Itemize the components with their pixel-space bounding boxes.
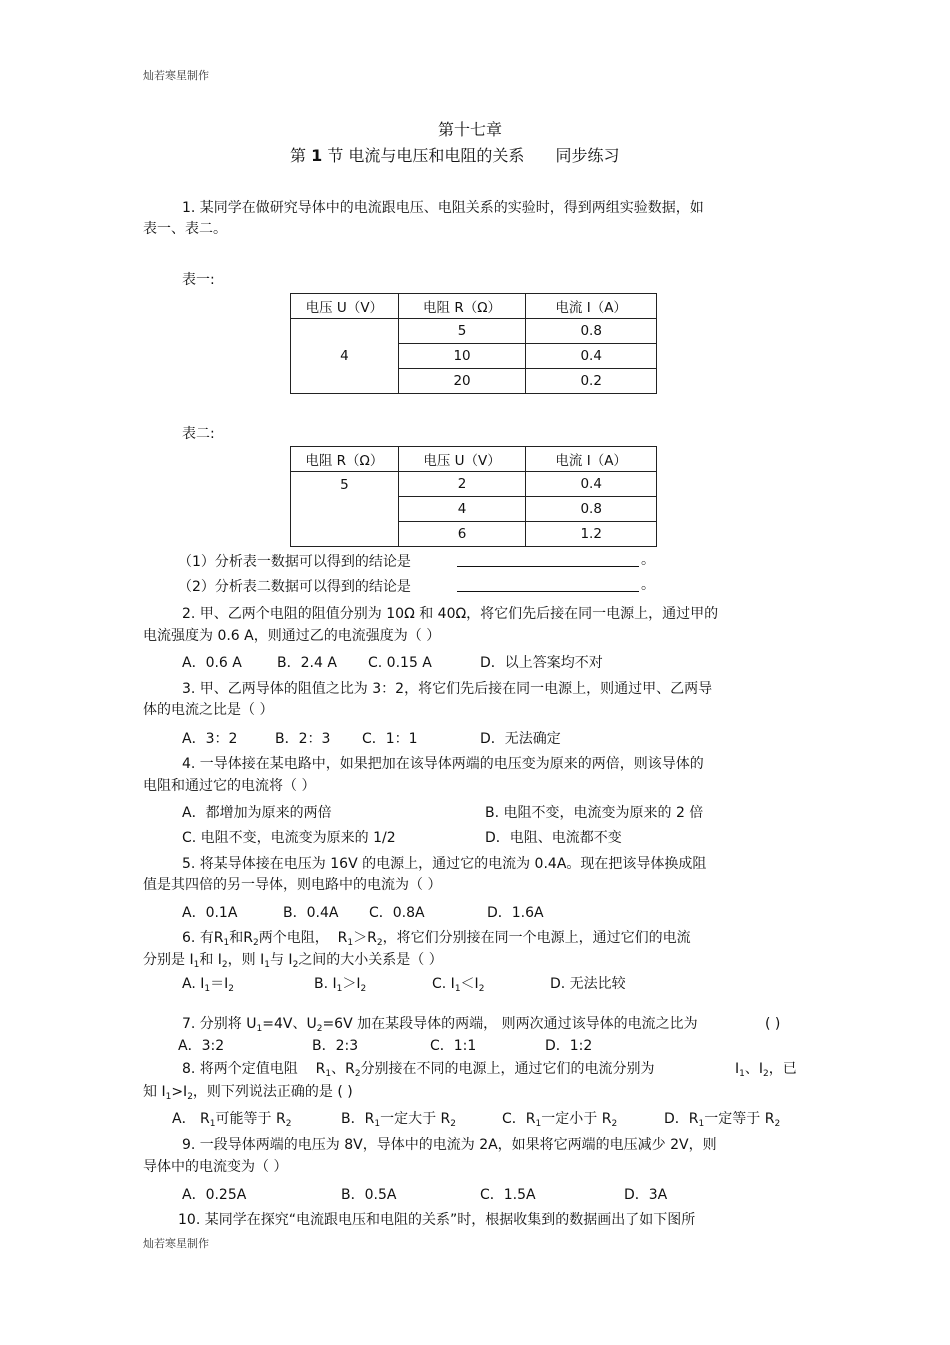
q6-opt-text: A. I xyxy=(182,976,205,992)
table-header-cell: 电阻 R（Ω） xyxy=(398,294,526,319)
q6-line1 xyxy=(182,930,691,948)
table-header-cell: 电流 I（A） xyxy=(526,294,657,319)
q9-option-a[interactable]: A．0.25A xyxy=(182,1187,247,1203)
q7-option-b[interactable]: B．2:3 xyxy=(312,1038,359,1054)
q6-l2b: 和 I xyxy=(199,952,222,968)
q8-opt: D．R xyxy=(664,1111,699,1127)
section-title xyxy=(290,148,620,164)
q7-u1v: =4V、U xyxy=(262,1016,317,1032)
q9-line2: 导体中的电流变为（ ） xyxy=(143,1159,288,1175)
q8-option-c[interactable] xyxy=(502,1111,618,1129)
q7-sub: 1 xyxy=(256,1024,263,1034)
table-cell: 2 xyxy=(398,472,526,497)
q5-line1: 5. 将某导体接在电压为 16V 的电源上，通过它的电流为 0.4A。现在把该导体换成阻 xyxy=(182,856,707,872)
q6-sub: 2 xyxy=(228,984,234,994)
q1-line1: 1. 某同学在做研究导体中的电流跟电压、电阻关系的实验时，得到两组实验数据，如 xyxy=(182,200,704,216)
q7-a: 7. 分别将 xyxy=(182,1016,242,1032)
q3-option-c[interactable]: C．1：1 xyxy=(362,731,418,747)
q2-option-a[interactable]: A．0.6 A xyxy=(182,655,242,671)
q9-line1: 9. 一段导体两端的电压为 8V，导体中的电流为 2A，如果将它两端的电压减少 2V，则 xyxy=(182,1137,717,1153)
q6-opt-text: C. I xyxy=(432,976,455,992)
q8-option-b[interactable] xyxy=(341,1111,456,1129)
q6-sub: 2 xyxy=(360,984,367,994)
table-cell: 1.2 xyxy=(526,522,657,547)
q4-line2: 电阻和通过它的电流将（ ） xyxy=(143,778,316,794)
q8-option-d[interactable] xyxy=(664,1111,781,1129)
q8-t: 8. 将两个定值电阻 xyxy=(182,1061,298,1077)
q8-sub: 1 xyxy=(698,1119,705,1129)
q8-sub: 2 xyxy=(450,1119,456,1129)
q8-sub: 1 xyxy=(739,1069,745,1079)
q8-opt: 一定小于 R xyxy=(541,1111,612,1127)
q8-t: I xyxy=(735,1061,740,1077)
q2-option-c[interactable]: C. 0.15 A xyxy=(368,655,432,671)
q7-bracket: ( ) xyxy=(765,1016,781,1032)
table1-label: 表一: xyxy=(182,272,215,288)
q3-option-d[interactable]: D．无法确定 xyxy=(480,731,561,747)
q8-t: 、R xyxy=(331,1061,355,1077)
q7-sub: 2 xyxy=(316,1024,323,1034)
table-cell: 4 xyxy=(398,497,526,522)
table2-label: 表二: xyxy=(182,426,215,442)
q6-sub: 1 xyxy=(204,984,211,994)
q6-option-a[interactable] xyxy=(182,976,234,994)
q6-sub: 2 xyxy=(292,960,299,970)
q6-sub: 1 xyxy=(336,984,343,994)
q4-option-b[interactable]: B. 电阻不变，电流变为原来的 2 倍 xyxy=(485,805,704,821)
table-cell: 0.8 xyxy=(526,497,657,522)
q6-sub: 2 xyxy=(478,984,485,994)
q5-line2: 值是其四倍的另一导体，则电路中的电流为（ ） xyxy=(143,877,442,893)
table-cell: 5 xyxy=(398,319,526,344)
q6-sub: 1 xyxy=(347,938,354,948)
q6-sub: 2 xyxy=(253,938,259,948)
q6-option-c[interactable] xyxy=(432,976,485,994)
q6-line2 xyxy=(143,952,443,970)
q8-sub: 1 xyxy=(325,1069,332,1079)
q8-option-a[interactable] xyxy=(172,1111,292,1129)
q2-option-b[interactable]: B．2.4 A xyxy=(277,655,337,671)
q2-line1: 2. 甲、乙两个电阻的阻值分别为 10Ω 和 40Ω，将它们先后接在同一电源上，通过甲的 xyxy=(182,606,719,622)
q5-option-d[interactable]: D．1.6A xyxy=(487,905,544,921)
q9-option-d[interactable]: D．3A xyxy=(624,1187,668,1203)
q6-l2e: 之间的大小关系是（ ） xyxy=(298,952,443,968)
table-header-cell: 电流 I（A） xyxy=(526,447,657,472)
section-rest: 节 电流与电压和电阻的关系 xyxy=(327,146,525,165)
q6-opt-text: ＜I xyxy=(460,976,479,992)
q1-sub1-end: 。 xyxy=(641,552,655,568)
q3-option-a[interactable]: A．3：2 xyxy=(182,731,238,747)
q4-option-c[interactable]: C. 电阻不变，电流变为原来的 1/2 xyxy=(182,830,396,846)
q8-line1-tail xyxy=(735,1061,797,1079)
q3-line2: 体的电流之比是（ ） xyxy=(143,702,274,718)
q8-opt: 一定大于 R xyxy=(380,1111,451,1127)
q6-option-d[interactable]: D. 无法比较 xyxy=(550,976,626,992)
q7-option-d[interactable]: D．1:2 xyxy=(545,1038,593,1054)
q8-t: 分别接在不同的电源上，通过它们的电流分别为 xyxy=(360,1061,655,1077)
q8-t: >I xyxy=(171,1084,188,1100)
table-cell: 0.2 xyxy=(526,369,657,394)
table-row xyxy=(291,294,657,319)
q6-sub: 1 xyxy=(454,984,461,994)
q5-option-c[interactable]: C．0.8A xyxy=(369,905,425,921)
q8-sub: 2 xyxy=(354,1069,361,1079)
q7-option-c[interactable]: C．1:1 xyxy=(430,1038,477,1054)
q8-sub: 2 xyxy=(763,1069,769,1079)
q8-t: ，已 xyxy=(768,1061,797,1077)
q2-option-d[interactable]: D．以上答案均不对 xyxy=(480,655,603,671)
q10-line1: 10. 某同学在探究“电流跟电压和电阻的关系”时，根据收集到的数据画出了如下图所 xyxy=(178,1212,696,1228)
footer-label: 灿若寒星制作 xyxy=(143,1237,209,1250)
q7-u2v: =6V 加在某段导体的两端， 则两次通过该导体的电流之比为 xyxy=(322,1016,698,1032)
q6-t1: 有R xyxy=(199,930,224,946)
q1-line2: 表一、表二。 xyxy=(143,221,227,237)
table1 xyxy=(290,293,657,394)
q6-l2a: 分别是 I xyxy=(143,952,194,968)
header-label: 灿若寒星制作 xyxy=(143,69,209,82)
q8-opt: 一定等于 R xyxy=(704,1111,775,1127)
q6-sub: 1 xyxy=(193,960,200,970)
table-cell: 6 xyxy=(398,522,526,547)
q1-sub2-blank[interactable] xyxy=(457,578,655,592)
table-cell: 20 xyxy=(398,369,526,394)
q6-sub: 2 xyxy=(221,960,228,970)
table-cell: 5 xyxy=(291,472,399,547)
q8-opt: C．R xyxy=(502,1111,536,1127)
q6-option-b[interactable] xyxy=(314,976,367,994)
table-row xyxy=(291,472,657,497)
section-suffix: 同步练习 xyxy=(555,146,620,165)
table-cell: 4 xyxy=(291,319,399,394)
q3-line1: 3. 甲、乙两导体的阻值之比为 3：2，将它们先后接在同一电源上，则通过甲、乙两导 xyxy=(182,681,713,697)
table-cell: 10 xyxy=(398,344,526,369)
q1-sub1: （1）分析表一数据可以得到的结论是 xyxy=(178,554,411,570)
q6-sub: 1 xyxy=(223,938,230,948)
chapter-title: 第十七章 xyxy=(438,120,503,139)
q8-sub: 2 xyxy=(187,1092,193,1102)
q7-line1 xyxy=(182,1016,698,1034)
q6-l2c: ，则 I xyxy=(227,952,265,968)
q6-sub: 2 xyxy=(376,938,383,948)
q6-num: 6. xyxy=(182,930,196,946)
q4-option-d[interactable]: D．电阻、电流都不变 xyxy=(485,830,622,846)
q8-opt: B．R xyxy=(341,1111,375,1127)
q8-sub: 1 xyxy=(165,1092,172,1102)
q6-opt-text: ＞I xyxy=(342,976,361,992)
q6-t2: 和R xyxy=(229,930,254,946)
q8-t: 、I xyxy=(744,1061,764,1077)
q8-line1 xyxy=(182,1061,655,1079)
q2-line2: 电流强度为 0.6 A，则通过乙的电流强度为（ ） xyxy=(143,628,441,644)
q8-opt: 可能等于 R xyxy=(215,1111,286,1127)
q9-option-c[interactable]: C．1.5A xyxy=(480,1187,536,1203)
q6-opt-text: B. I xyxy=(314,976,337,992)
section-number: 1 xyxy=(311,146,323,165)
q7-option-a[interactable]: A．3:2 xyxy=(178,1038,225,1054)
q6-t4: R xyxy=(337,930,348,946)
q8-sub: 2 xyxy=(774,1119,781,1129)
table-header-cell: 电压 U（V） xyxy=(398,447,526,472)
q8-t: ，则下列说法正确的是 ( ) xyxy=(192,1084,353,1100)
section-prefix: 第 xyxy=(290,146,307,165)
q8-sub: 1 xyxy=(209,1119,216,1129)
q7-u1: U xyxy=(246,1016,257,1032)
q8-opt: A． R xyxy=(172,1111,210,1127)
q3-option-b[interactable]: B．2：3 xyxy=(275,731,331,747)
q8-line2 xyxy=(143,1084,353,1102)
q4-line1: 4. 一导体接在某电路中，如果把加在该导体两端的电压变为原来的两倍，则该导体的 xyxy=(182,756,704,772)
q5-option-b[interactable]: B．0.4A xyxy=(283,905,339,921)
q1-sub2: （2）分析表二数据可以得到的结论是 xyxy=(178,579,411,595)
q8-t: R xyxy=(315,1061,326,1077)
q8-sub: 2 xyxy=(611,1119,618,1129)
q8-sub: 2 xyxy=(285,1119,292,1129)
q8-sub: 1 xyxy=(374,1119,381,1129)
q1-sub2-end: 。 xyxy=(641,577,655,593)
q6-l2d: 与 I xyxy=(269,952,293,968)
q8-t: 知 I xyxy=(143,1084,166,1100)
q6-t5: ＞R xyxy=(353,930,377,946)
q5-option-a[interactable]: A．0.1A xyxy=(182,905,238,921)
q6-opt-text: ＝I xyxy=(210,976,229,992)
table-cell: 0.8 xyxy=(526,319,657,344)
table-cell: 0.4 xyxy=(526,344,657,369)
table-cell: 0.4 xyxy=(526,472,657,497)
table-header-cell: 电压 U（V） xyxy=(291,294,399,319)
q6-t6: ，将它们分别接在同一个电源上，通过它们的电流 xyxy=(382,930,691,946)
table-row xyxy=(291,447,657,472)
q8-sub: 1 xyxy=(535,1119,542,1129)
q6-sub: 1 xyxy=(264,960,270,970)
table-header-cell: 电阻 R（Ω） xyxy=(291,447,399,472)
q9-option-b[interactable]: B．0.5A xyxy=(341,1187,397,1203)
table2 xyxy=(290,446,657,547)
q1-sub1-blank[interactable] xyxy=(457,553,655,567)
q6-t3: 两个电阻， xyxy=(258,930,329,946)
table-row xyxy=(291,319,657,344)
q4-option-a[interactable]: A．都增加为原来的两倍 xyxy=(182,805,332,821)
